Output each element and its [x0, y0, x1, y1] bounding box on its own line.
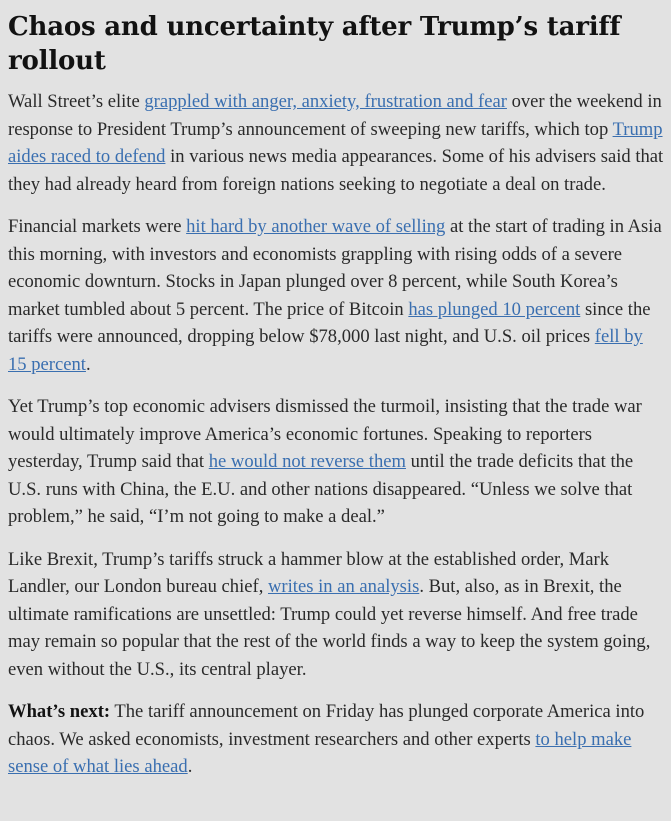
text: . — [187, 756, 193, 777]
text: Like Brexit, Trump’s tariffs struck a hammer blow at the established order, Mark Landler, our London bureau chief, — [8, 548, 610, 597]
link-grappled-with-anger[interactable]: grappled with anger, anxiety, frustration and fear — [144, 91, 507, 112]
paragraph-1 — [8, 88, 665, 198]
whats-next-label: What’s next: — [8, 701, 111, 722]
text: Financial markets were — [8, 216, 187, 237]
paragraph-5 — [8, 698, 665, 781]
link-writes-in-an-analysis[interactable]: writes in an analysis — [268, 576, 420, 597]
link-make-sense-of-what-lies-ahead[interactable]: to help make sense of what lies ahead — [8, 728, 632, 777]
link-would-not-reverse[interactable]: he would not reverse them — [208, 451, 406, 472]
text: Yet Trump’s top economic advisers dismissed the turmoil, insisting that the trade war would ultimately improve America’s economic fortunes. Speaking to reporters yesterday, Trump said that — [8, 396, 642, 472]
paragraph-2 — [8, 213, 665, 378]
text: over the weekend in response to President Trump’s announcement of sweeping new tariffs, which top — [8, 91, 662, 140]
text: at the start of trading in Asia this morning, with investors and economists grappling with rising odds of a severe economic downturn. Stocks in Japan plunged over 8 percent, while South Korea’s market tumbled about 5 percent. The price of Bitcoin — [8, 216, 662, 320]
link-trump-aides-raced-to-defend[interactable]: Trump aides raced to defend — [8, 118, 663, 167]
link-oil-fell[interactable]: fell by 15 percent — [8, 326, 643, 375]
text: . But, also, as in Brexit, the ultimate ramifications are unsettled: Trump could yet reverse himself. And free trade may remain so popular that the rest of the world finds a way to keep the system going, even without the U.S., its central player. — [8, 576, 651, 680]
text: Wall Street’s elite — [8, 91, 145, 112]
text: until the trade deficits that the U.S. runs with China, the E.U. and other nations disappeared. “Unless we solve that problem,” he said, “I’m not going to make a deal.” — [8, 451, 634, 527]
link-bitcoin-plunged[interactable]: has plunged 10 percent — [408, 298, 581, 320]
paragraph-4 — [8, 546, 665, 684]
text: since the tariffs were announced, dropping below $78,000 last night, and U.S. oil prices — [8, 298, 651, 347]
link-hit-hard-by-selling[interactable]: hit hard by another wave of selling — [186, 216, 446, 237]
text: . — [85, 353, 91, 375]
text: The tariff announcement on Friday has plunged corporate America into chaos. We asked economists, investment researchers and other experts — [8, 701, 645, 750]
paragraph-3 — [8, 393, 665, 531]
article-title: Chaos and uncertainty after Trump’s tariff rollout — [8, 12, 621, 76]
text: in various news media appearances. Some of his advisers said that they had already heard from foreign nations seeking to negotiate a deal on trade. — [8, 146, 664, 195]
